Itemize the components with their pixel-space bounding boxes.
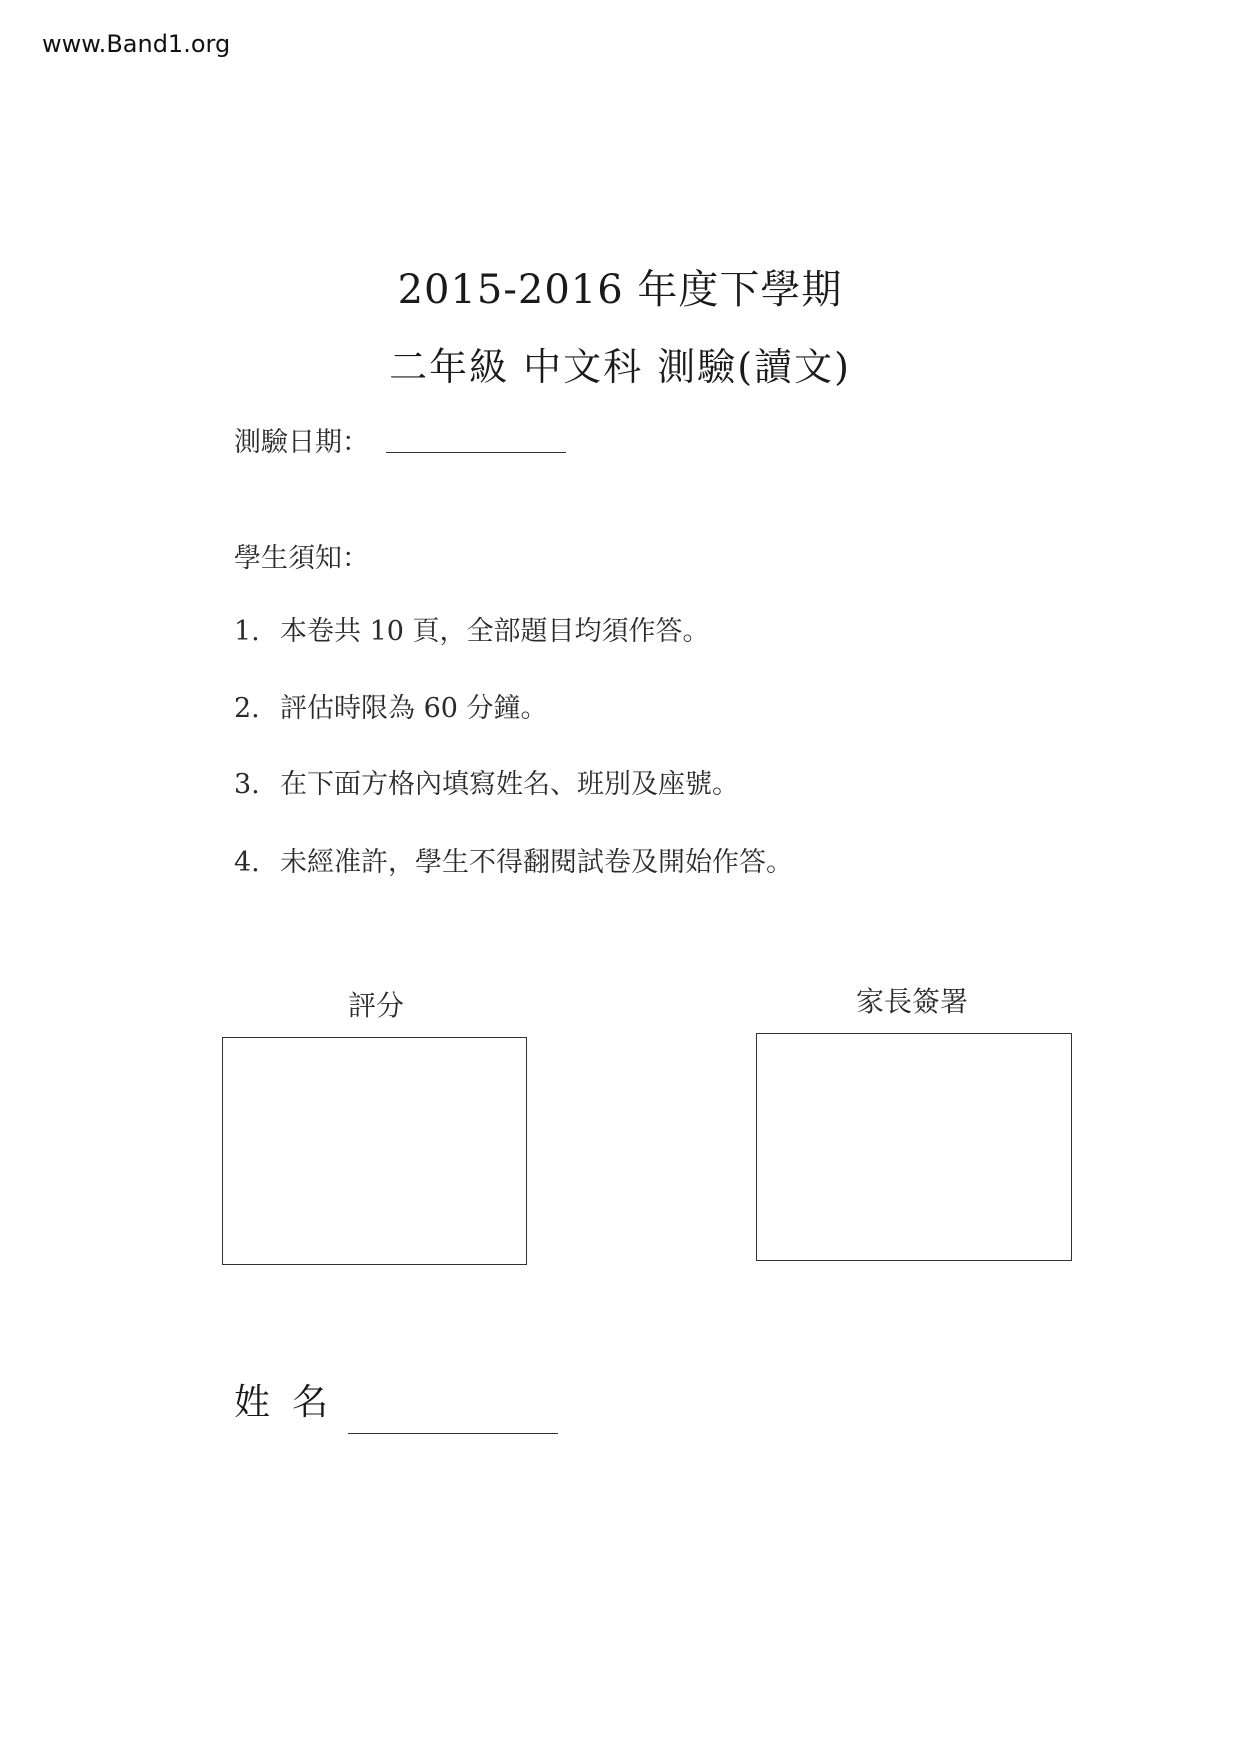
exam-date-label: 測驗日期： [234,427,369,458]
exam-title-subject: 二年級 中文科 測驗(讀文) [389,345,851,389]
score-label: 評分 [348,989,405,1022]
rule-text: 本卷共 10 頁，全部題目均須作答。 [280,616,710,647]
student-name-field[interactable] [348,1433,558,1434]
rule-number: 3. [234,769,260,800]
student-name-label: 姓名 [234,1382,351,1423]
rule-text: 未經准許，學生不得翻閱試卷及開始作答。 [280,847,793,878]
rule-text: 在下面方格內填寫姓名、班別及座號。 [280,769,739,800]
parent-signature-label: 家長簽署 [856,985,969,1018]
exam-date-field[interactable] [386,452,566,453]
rule-number: 1. [234,616,260,647]
parent-signature-box[interactable] [756,1033,1072,1261]
notice-rule [234,840,793,879]
notice-rule [234,686,548,725]
rule-number: 2. [234,693,260,724]
notice-rule [234,609,710,648]
score-box[interactable] [222,1037,527,1265]
exam-title-term: 2015-2016 年度下學期 [397,267,843,313]
notice-rule [234,762,739,801]
site-watermark: www.Band1.org [42,30,231,58]
rule-text: 評估時限為 60 分鐘。 [280,693,548,724]
notice-heading: 學生須知： [234,543,369,574]
rule-number: 4. [234,847,260,878]
